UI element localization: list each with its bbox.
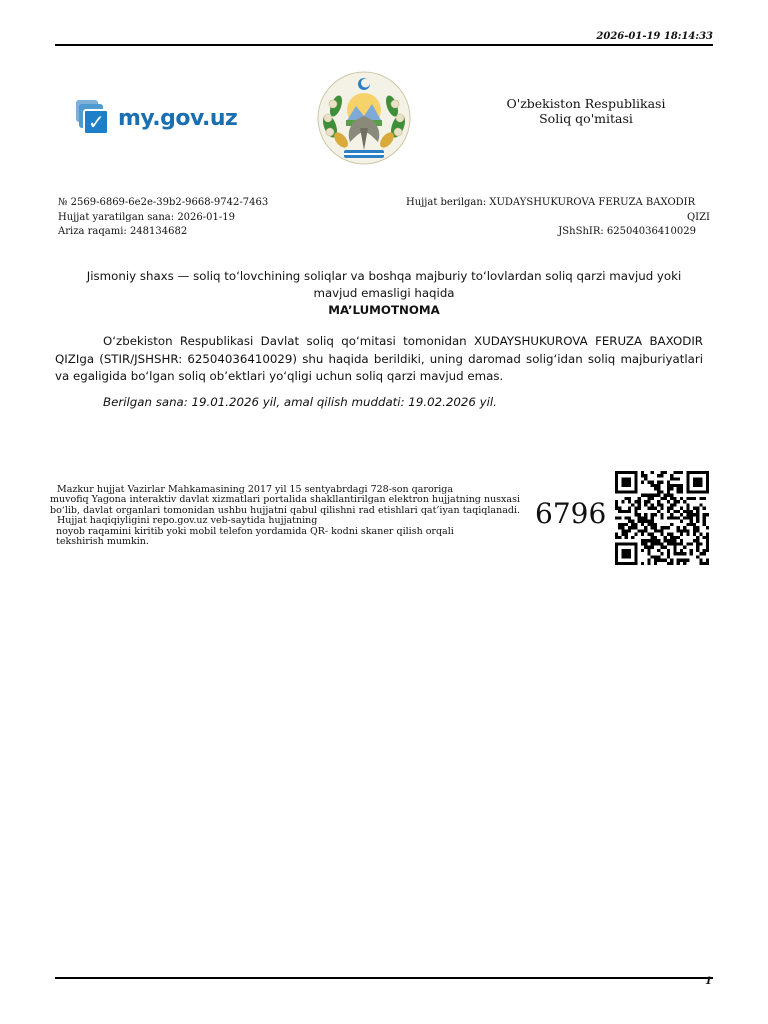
bottom-divider — [55, 977, 713, 979]
issued-date: Berilgan sana: 19.01.2026 yil, amal qilish muddati: 19.02.2026 yil. — [103, 395, 497, 409]
created-date: Hujjat yaratilgan sana: 2026-01-19 — [58, 211, 235, 223]
footer-note-line4: Hujjat haqiqiyligini repo.gov.uz veb-saytida hujjatning — [57, 515, 318, 527]
document-title: MA’LUMOTNOMA — [328, 303, 440, 317]
organization-line2: Soliq qo'mitasi — [539, 111, 633, 126]
jshshir: JShShIR: 62504036410029 — [558, 226, 696, 237]
footer-note — [50, 485, 520, 547]
page-number: 1 — [705, 976, 712, 987]
mygov-logo — [76, 100, 237, 136]
footer-note-line6: tekshirish mumkin. — [56, 536, 149, 548]
document-number: № 2569-6869-6e2e-39b2-9668-9742-7463 — [58, 197, 269, 208]
subject-line1: Jismoniy shaxs — soliq to‘lovchining soliqlar va boshqa majburiy to‘lovlardan soliq qarzi mavjud yoki — [86, 269, 682, 283]
organization-name — [500, 96, 672, 126]
issued-to-line1: Hujjat berilgan: XUDAYSHUKUROVA FERUZA BAXODIR — [406, 197, 696, 208]
footer-note-line3: bo‘lib, davlat organlari tomonidan ushbu hujjatni qabul qilishni rad etishlari qat’iyan taqiqlanadi. — [50, 504, 520, 516]
document-meta — [58, 196, 268, 240]
body-paragraph: O‘zbekiston Respublikasi Davlat soliq qo‘mitasi tomonidan XUDAYSHUKUROVA FERUZA BAXODIR QIZIga (STIR/JSHSHR: 62504036410029) shu haqida berildiki, uning daromad solig‘idan soliq majburiyatlari va egaligida bo‘lgan soliq ob’ektlari yo‘qligi uchun soliq qarzi mavjud emas. — [55, 334, 703, 383]
checkmark-squares-icon: ✓ — [76, 100, 112, 136]
issued-to-line2: QIZI — [686, 211, 710, 223]
footer-note-line5: noyob raqamini kiritib yoki mobil telefon yordamida QR- kodni skaner qilish orqali — [56, 525, 454, 537]
footer-note-line2: muvofiq Yagona interaktiv davlat xizmatlari portalida shakllantirilgan elektron hujjatning nusxasi — [50, 494, 520, 506]
uzbekistan-state-emblem-icon — [316, 70, 412, 166]
footer-note-line1: Mazkur hujjat Vazirlar Mahkamasining 2017 yil 15 sentyabrdagi 728-son qaroriga — [57, 484, 453, 495]
top-divider — [55, 44, 713, 46]
document-timestamp: 2026-01-19 18:14:33 — [596, 31, 713, 42]
recipient-meta — [400, 196, 710, 240]
qr-code-icon — [613, 471, 711, 565]
document-subject — [80, 268, 688, 319]
logo-text: my.gov.uz — [118, 105, 238, 131]
subject-line2: mavjud emasligi haqida — [313, 286, 455, 300]
application-number: Ariza raqami: 248134682 — [58, 226, 188, 237]
verification-code: 6796 — [535, 497, 607, 530]
organization-line1: O'zbekiston Respublikasi — [506, 96, 666, 111]
